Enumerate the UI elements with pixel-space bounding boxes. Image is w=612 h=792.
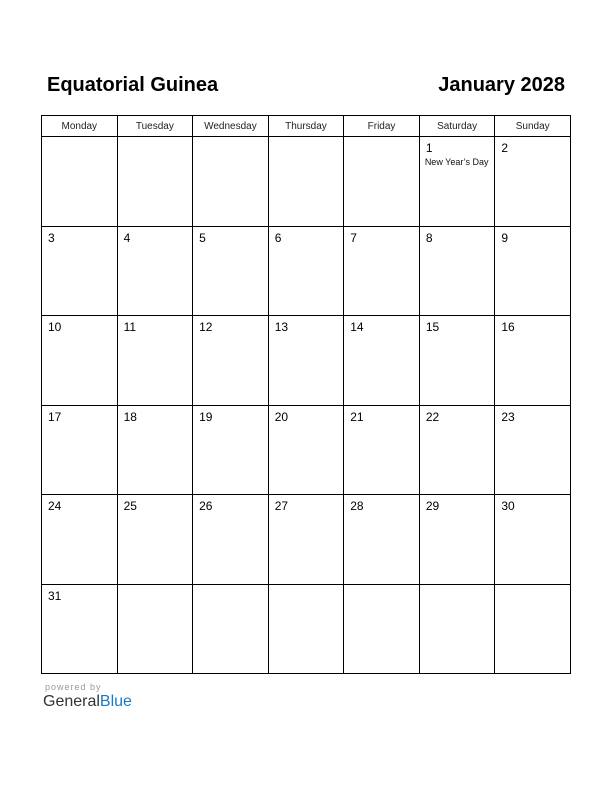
- day-cell: [117, 584, 193, 674]
- day-cell: [193, 137, 269, 227]
- month-calendar: [41, 115, 571, 674]
- day-cell: [495, 495, 571, 585]
- calendar-header: [47, 70, 565, 100]
- weekday-header: Tuesday: [117, 116, 193, 137]
- day-number: 25: [123, 499, 137, 513]
- day-cell: [419, 495, 495, 585]
- day-number: 6: [274, 230, 282, 245]
- day-number: 22: [425, 409, 440, 424]
- weekday-header: Thursday: [268, 116, 344, 137]
- day-number: 18: [123, 409, 137, 424]
- day-cell: [344, 584, 420, 674]
- day-cell: [42, 316, 118, 406]
- calendar-body: [42, 137, 571, 674]
- day-number: 30: [501, 499, 515, 513]
- weekday-header: Sunday: [495, 116, 571, 137]
- day-cell: [117, 495, 193, 585]
- day-number: 21: [350, 409, 364, 424]
- day-cell: [117, 226, 193, 316]
- day-number: 9: [501, 230, 509, 245]
- day-cell: [419, 226, 495, 316]
- day-number: 31: [48, 588, 62, 603]
- day-number: 20: [274, 409, 289, 424]
- day-number: 14: [350, 320, 364, 334]
- day-number: 27: [274, 499, 289, 513]
- week-row: [42, 495, 571, 585]
- day-number: 15: [425, 320, 440, 334]
- week-row: [42, 405, 571, 495]
- week-row: [42, 226, 571, 316]
- week-row: [42, 137, 571, 227]
- day-cell: [193, 495, 269, 585]
- day-number: 11: [123, 320, 137, 334]
- day-cell: [268, 495, 344, 585]
- day-cell: [117, 405, 193, 495]
- month-title: January 2028: [438, 73, 565, 96]
- holiday-label: New Year’s Day: [424, 157, 489, 167]
- week-row: [42, 316, 571, 406]
- day-cell: [193, 316, 269, 406]
- day-cell: [42, 495, 118, 585]
- week-row: [42, 584, 571, 674]
- day-cell: [419, 584, 495, 674]
- day-cell: [344, 137, 420, 227]
- day-cell: [419, 137, 495, 227]
- day-number: 2: [501, 141, 509, 155]
- day-cell: [495, 584, 571, 674]
- day-cell: [419, 316, 495, 406]
- day-cell: [193, 226, 269, 316]
- day-cell: [42, 226, 118, 316]
- weekday-header: Wednesday: [193, 116, 269, 137]
- day-cell: [495, 316, 571, 406]
- day-number: 4: [123, 230, 131, 245]
- day-cell: [344, 405, 420, 495]
- powered-by-text: powered by: [45, 682, 102, 692]
- country-title: Equatorial Guinea: [47, 73, 219, 96]
- day-number: 8: [425, 230, 433, 245]
- footer-logo: [43, 682, 132, 711]
- day-cell: [495, 226, 571, 316]
- day-cell: [193, 405, 269, 495]
- day-cell: [495, 405, 571, 495]
- day-number: 16: [501, 320, 515, 334]
- brand-logo: [43, 693, 132, 711]
- day-number: 23: [501, 409, 515, 424]
- day-cell: [42, 405, 118, 495]
- weekday-header: Friday: [344, 116, 420, 137]
- day-number: 10: [48, 320, 62, 334]
- day-cell: [344, 226, 420, 316]
- day-cell: [268, 226, 344, 316]
- day-cell: [268, 137, 344, 227]
- day-cell: [117, 316, 193, 406]
- day-cell: [268, 316, 344, 406]
- day-number: 12: [199, 320, 213, 334]
- day-cell: [42, 137, 118, 227]
- brand-general: General: [43, 693, 100, 710]
- day-number: 17: [48, 409, 62, 424]
- weekday-header-row: [42, 116, 571, 137]
- day-cell: [193, 584, 269, 674]
- day-number: 19: [199, 409, 213, 424]
- weekday-header: Saturday: [419, 116, 495, 137]
- brand-blue: Blue: [99, 693, 132, 710]
- day-number: 24: [48, 499, 62, 513]
- day-number: 1: [425, 141, 433, 155]
- day-number: 29: [425, 499, 440, 513]
- weekday-header: Monday: [42, 116, 118, 137]
- day-number: 13: [274, 320, 289, 334]
- day-cell: [419, 405, 495, 495]
- day-number: 7: [350, 230, 357, 245]
- day-cell: [268, 405, 344, 495]
- day-cell: [344, 495, 420, 585]
- day-cell: [117, 137, 193, 227]
- day-cell: [268, 584, 344, 674]
- day-cell: [344, 316, 420, 406]
- day-number: 3: [48, 230, 55, 245]
- day-number: 28: [350, 499, 364, 513]
- day-number: 26: [199, 499, 213, 513]
- day-cell: [42, 584, 118, 674]
- day-number: 5: [199, 230, 206, 245]
- day-cell: [495, 137, 571, 227]
